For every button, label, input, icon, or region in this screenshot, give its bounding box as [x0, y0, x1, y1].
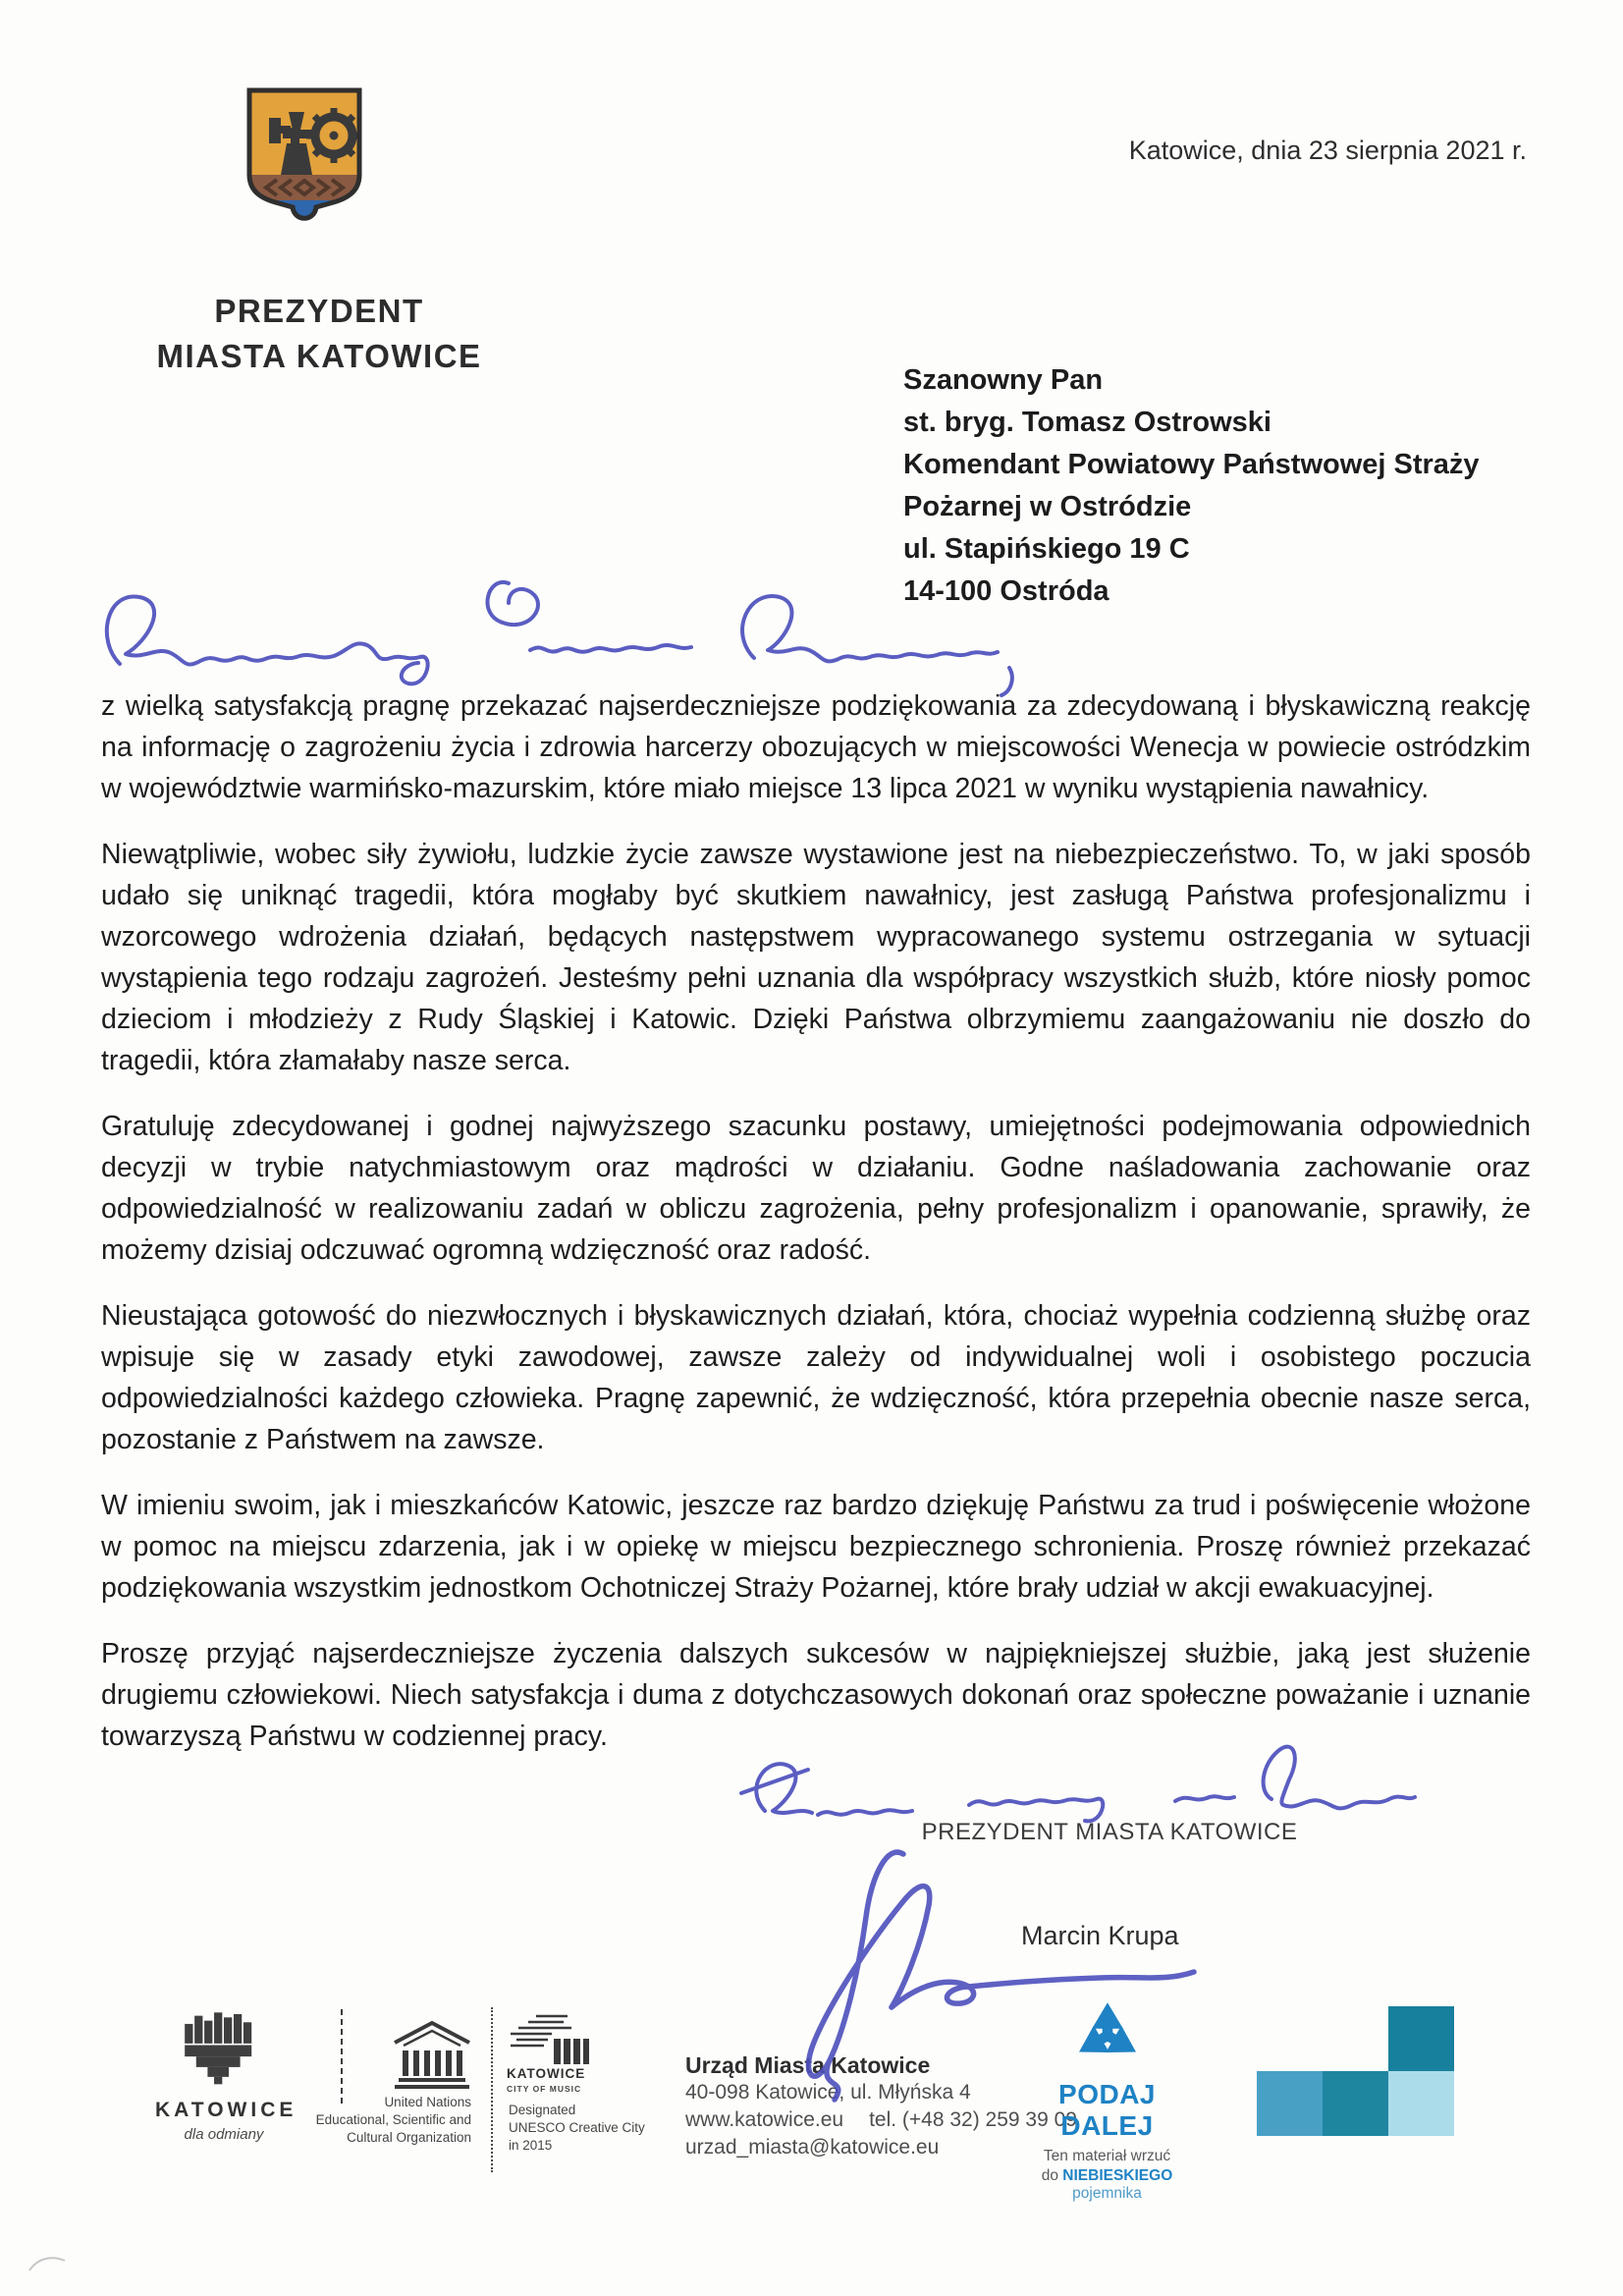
city-of-music-brand: KATOWICE: [507, 2066, 586, 2081]
body-paragraph: W imieniu swoim, jak i mieszkańców Katowic, jeszcze raz bardzo dziękuję Państwu za trud i poświęcenie włożone w pomoc na miejscu zdarzenia, jak i w opiekę w miejscu bezpiecznego schronienia. Proszę również przekazać podziękowania wszystkim jednostkom Ochotniczej Straży Pożarnej, które brały udział w akcji ewakuacyjnej.: [101, 1490, 1531, 1604]
sender-office-line2: MIASTA KATOWICE: [156, 338, 482, 374]
sender-office-title: [147, 289, 491, 379]
podaj-dalej-title: PODAJ DALEJ: [1058, 2079, 1156, 2141]
body-paragraph: Niewątpliwie, wobec siły żywiołu, ludzkie życie zawsze wystawione jest na niebezpieczeństwo. To, w jaki sposób udało się uniknąć tragedii, która mogłaby być skutkiem nawałnicy, jest zasługą Państwa profesjonalizmu i wzorcowego wdrożenia działań, będących następstwem wypracowanego systemu ostrzegania w sytuacji wystąpienia tego rodzaju zagrożeń. Jesteśmy pełni uznania dla współpracy wszystkich służb, które niosły pomoc dzieciom i młodzieży z Rudy Śląskiej i Katowic. Dzięki Państwa olbrzymiemu zaangażowaniu nie doszło do tragedii, która złamałaby nasze serca.: [101, 839, 1531, 1076]
date-line: Katowice, dnia 23 sierpnia 2021 r.: [1128, 136, 1527, 165]
unesco-caption-line: Cultural Organization: [347, 2130, 471, 2145]
podaj-dalej-block: [1011, 1997, 1203, 2203]
city-office-website: www.katowice.eu: [685, 2108, 844, 2131]
unesco-caption: [302, 2094, 471, 2147]
city-of-music-caption-line: Designated: [509, 2103, 576, 2117]
katowice-heart-logo-icon: [181, 2009, 267, 2086]
addressee-block: [903, 359, 1480, 613]
katowice-logo-name: KATOWICE: [155, 2099, 298, 2121]
city-office-address: 40-098 Katowice, ul. Młyńska 4: [685, 2081, 971, 2104]
sender-office-line1: PREZYDENT: [214, 293, 424, 329]
unesco-caption-line: Educational, Scientific and: [315, 2112, 471, 2127]
katowice-coat-of-arms-icon: [243, 84, 365, 234]
podaj-dalej-line2: [1011, 2167, 1203, 2203]
city-of-music-subtitle: CITY OF MUSIC: [507, 2084, 582, 2094]
square-mid-blue: [1257, 2071, 1323, 2136]
addressee-line: Pożarnej w Ostródzie: [903, 491, 1192, 522]
signature-office-title: PREZYDENT MIASTA KATOWICE: [921, 1819, 1298, 1845]
square-teal: [1323, 2071, 1388, 2136]
recycle-icon: [1065, 1997, 1150, 2070]
addressee-line: Komendant Powiatowy Państwowej Straży: [903, 449, 1480, 480]
unesco-logo-icon: [391, 2017, 473, 2090]
square-dark-teal: [1388, 2006, 1454, 2071]
footer-divider-dotted: [491, 2007, 493, 2172]
blue-squares-logo: [1257, 2006, 1455, 2136]
footer-divider-dashed: [341, 2009, 343, 2104]
city-of-music-caption: [509, 2102, 645, 2155]
katowice-brand-block: [155, 2009, 298, 2143]
city-office-title: Urząd Miasta Katowice: [685, 2052, 931, 2078]
podaj-dalej-line2-highlight: NIEBIESKIEGO: [1062, 2167, 1173, 2184]
city-of-music-caption-line: UNESCO Creative City: [509, 2120, 645, 2135]
city-office-email: urzad_miasta@katowice.eu: [685, 2136, 940, 2159]
scan-pen-mark: [22, 2241, 81, 2280]
addressee-line: Szanowny Pan: [903, 364, 1104, 396]
body-paragraph: Proszę przyjąć najserdeczniejsze życzenia dalszych sukcesów w najpiękniejszej służbie, jaką jest służenie drugiemu człowiekowi. Niech satysfakcja i duma z dotychczasowych dokonań oraz społeczne poważanie i uznanie towarzyszą Państwu w codziennej pracy.: [101, 1638, 1531, 1752]
podaj-dalej-line2-prefix: do: [1041, 2167, 1058, 2184]
city-office-phone: tel. (+48 32) 259 39 09: [869, 2108, 1077, 2131]
body-paragraph: Gratuluję zdecydowanej i godnej najwyższego szacunku postawy, umiejętności podejmowania odpowiednich decyzji w trybie natychmiastowym oraz mądrości w działaniu. Godne naśladowania zachowanie oraz odpowiedzialność w realizowaniu zadań w obliczu zagrożenia, pełny profesjonalizm i opanowanie, sprawiły, że możemy dzisiaj odczuwać ogromną wdzięczność oraz radość.: [101, 1111, 1531, 1266]
city-of-music-logo-icon: [507, 2013, 589, 2068]
letter-body: [101, 685, 1531, 1757]
addressee-line: st. bryg. Tomasz Ostrowski: [903, 407, 1271, 438]
addressee-line: ul. Stapińskiego 19 C: [903, 533, 1190, 565]
square-light-blue: [1388, 2071, 1454, 2136]
unesco-caption-line: United Nations: [384, 2095, 471, 2109]
podaj-dalej-line2-suffix: pojemnika: [1072, 2185, 1142, 2202]
city-of-music-caption-line: in 2015: [509, 2138, 553, 2153]
body-paragraph: z wielką satysfakcją pragnę przekazać najserdeczniejsze podziękowania za zdecydowaną i błyskawiczną reakcję na informację o zagrożeniu życia i zdrowia harcerzy obozujących w miejscowości Wenecja w powiecie ostródzkim w województwie warmińsko-mazurskim, które miało miejsce 13 lipca 2021 w wyniku wystąpienia nawałnicy.: [101, 690, 1531, 804]
signature-name: Marcin Krupa: [1021, 1921, 1179, 1950]
addressee-line: 14-100 Ostróda: [903, 575, 1109, 607]
podaj-dalej-line1: Ten materiał wrzuć: [1043, 2148, 1171, 2164]
body-paragraph: Nieustająca gotowość do niezwłocznych i błyskawicznych działań, która, chociaż wypełnia codzienną służbę oraz wpisuje się w zasady etyki zawodowej, zawsze zależy od indywidualnej woli i osobistego poczucia odpowiedzialności każdego człowieka. Pragnę zapewnić, że wdzięczność, która przepełnia obecnie nasze serca, pozostanie z Państwem na zawsze.: [101, 1300, 1531, 1455]
katowice-logo-tagline: dla odmiany: [184, 2126, 264, 2143]
